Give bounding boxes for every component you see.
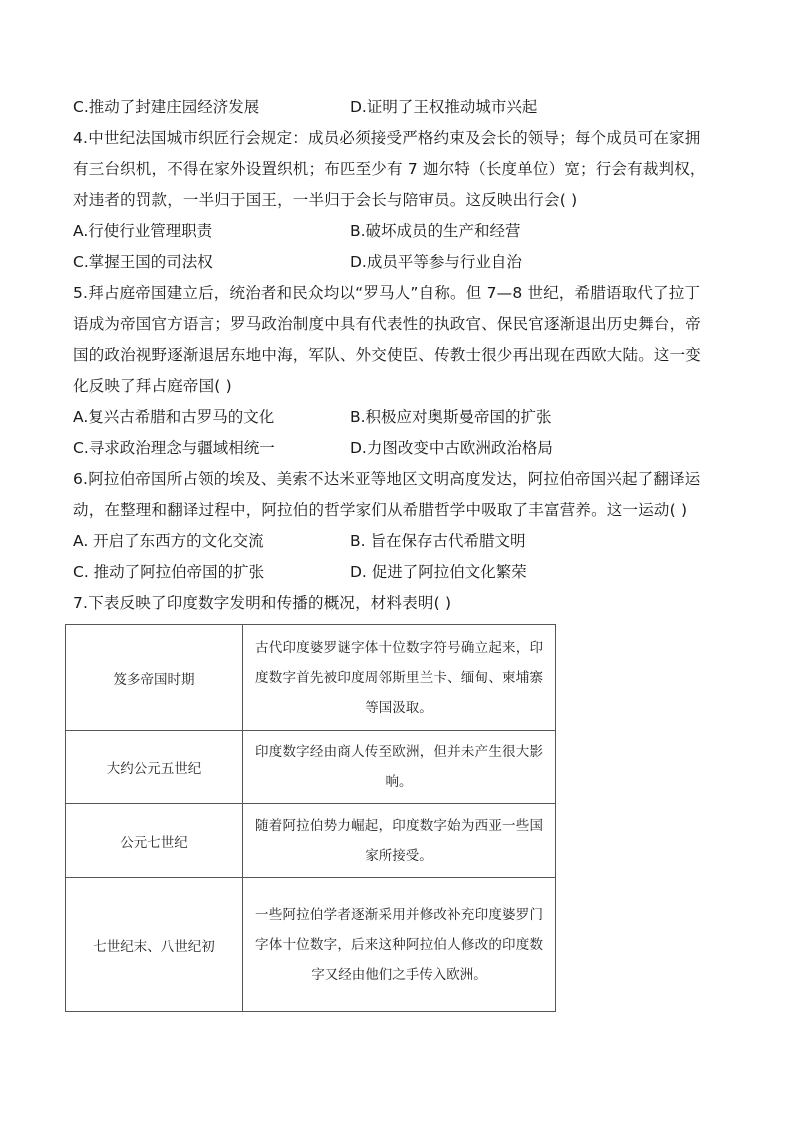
question-4: [73, 123, 723, 278]
q4-stem-line-1: 4.中世纪法国城市织匠行会规定：成员必须接受严格约束及会长的领导；每个成员可在家拥: [73, 129, 701, 147]
q5-option-b[interactable]: B.积极应对奥斯曼帝国的扩张: [350, 408, 552, 426]
table-cell-desc: 古代印度婆罗谜字体十位数字符号确立起来，印度数字首先被印度周邻斯里兰卡、缅甸、柬埔寨等国汲取。: [243, 625, 556, 731]
q6-option-a[interactable]: A. 开启了东西方的文化交流: [73, 532, 264, 550]
q4-option-d[interactable]: D.成员平等参与行业自治: [350, 253, 522, 271]
question-6: [73, 464, 723, 588]
q5-option-a[interactable]: A.复兴古希腊和古罗马的文化: [73, 408, 275, 426]
q6-options-row-ab: [73, 526, 723, 557]
table-row: [66, 878, 556, 1012]
q5-stem-line-3: 国的政治视野逐渐退居东地中海，军队、外交使臣、传教士很少再出现在西欧大陆。这一变: [73, 346, 702, 364]
q6-stem-line-1: 6.阿拉伯帝国所占领的埃及、美索不达米亚等地区文明高度发达，阿拉伯帝国兴起了翻译运: [73, 470, 701, 488]
q6-option-b[interactable]: B. 旨在保存古代希腊文明: [350, 532, 526, 550]
q4-stem-line-3: 对违者的罚款，一半归于国王，一半归于会长与陪审员。这反映出行会( ): [73, 191, 578, 209]
table-cell-era: 大约公元五世纪: [66, 731, 243, 804]
table-cell-desc: 一些阿拉伯学者逐渐采用并修改补充印度婆罗门字体十位数字，后来这种阿拉伯人修改的印度数字又经由他们之手传入欧洲。: [243, 878, 556, 1012]
table-row: [66, 625, 556, 731]
table-cell-desc: 印度数字经由商人传至欧洲，但并未产生很大影响。: [243, 731, 556, 804]
q4-option-a[interactable]: A.行使行业管理职责: [73, 222, 213, 240]
question-5: [73, 278, 723, 464]
q5-option-d[interactable]: D.力图改变中古欧洲政治格局: [350, 439, 553, 457]
q4-options-row-ab: [73, 216, 723, 247]
table-cell-era: 七世纪末、八世纪初: [66, 878, 243, 1012]
table-row: [66, 804, 556, 878]
exam-page: [73, 92, 723, 619]
q5-stem-line-4: 化反映了拜占庭帝国( ): [73, 377, 232, 395]
table-cell-era: 公元七世纪: [66, 804, 243, 878]
q5-options-row-ab: [73, 402, 723, 433]
q4-stem-line-2: 有三台织机，不得在家外设置织机；布匹至少有 7 迦尔特（长度单位）宽；行会有裁判权，: [73, 160, 706, 178]
q6-stem-line-2: 动，在整理和翻译过程中，阿拉伯的哲学家们从希腊哲学中吸取了丰富营养。这一运动( ): [73, 501, 688, 519]
q5-option-c[interactable]: C.寻求政治理念与疆域相统一: [73, 439, 275, 457]
q7-stem: 7.下表反映了印度数字发明和传播的概况，材料表明( ): [73, 594, 452, 612]
table-cell-desc: 随着阿拉伯势力崛起，印度数字始为西亚一些国家所接受。: [243, 804, 556, 878]
q4-options-row-cd: [73, 247, 723, 278]
q4-option-c[interactable]: C.掌握王国的司法权: [73, 253, 213, 271]
q4-option-b[interactable]: B.破坏成员的生产和经营: [350, 222, 521, 240]
q6-option-c[interactable]: C. 推动了阿拉伯帝国的扩张: [73, 563, 265, 581]
q5-stem-line-2: 语成为帝国官方语言；罗马政治制度中具有代表性的执政官、保民官逐渐退出历史舞台，帝: [73, 315, 702, 333]
q3-option-c[interactable]: C.推动了封建庄园经济发展: [73, 98, 260, 116]
q3-options-row-cd: [73, 92, 723, 123]
table-row: [66, 731, 556, 804]
q6-option-d[interactable]: D. 促进了阿拉伯文化繁荣: [350, 563, 527, 581]
q5-options-row-cd: [73, 433, 723, 464]
table-cell-era: 笈多帝国时期: [66, 625, 243, 731]
q7-table: [65, 624, 556, 1012]
q5-stem-line-1: 5.拜占庭帝国建立后，统治者和民众均以“罗马人”自称。但 7—8 世纪，希腊语取代了拉丁: [73, 284, 701, 302]
q3-option-d[interactable]: D.证明了王权推动城市兴起: [350, 98, 538, 116]
q6-options-row-cd: [73, 557, 723, 588]
